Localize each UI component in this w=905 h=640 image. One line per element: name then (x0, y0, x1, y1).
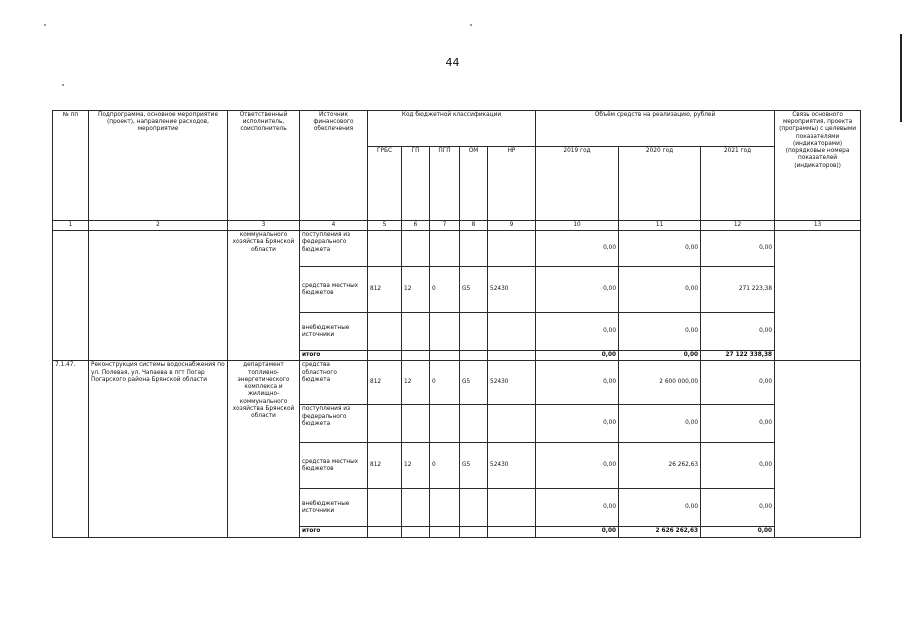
om-cell: G5 (460, 267, 488, 313)
grbs-cell: 812 (368, 267, 402, 313)
total-label: итого (300, 351, 368, 361)
value-2021: 0,00 (701, 361, 775, 405)
gp-cell (402, 351, 430, 361)
value-2019: 0,00 (536, 443, 619, 489)
header-subprogram: Подпрограмма, основное мероприятие (проект), направление расходов, мероприятие (89, 111, 228, 221)
np-cell (488, 313, 536, 351)
gp-cell (402, 405, 430, 443)
grbs-cell (368, 351, 402, 361)
total-2019: 0,00 (536, 351, 619, 361)
column-number-row (53, 221, 861, 231)
np-cell: 52430 (488, 443, 536, 489)
column-number: 9 (488, 221, 536, 231)
header-indicators-link: Связь основного мероприятия, проекта (программы) с целевыми показателями (индикаторами) (порядковые номера показателей (индикаторов)) (775, 111, 861, 221)
value-2021: 0,00 (701, 443, 775, 489)
pgp-cell (430, 489, 460, 527)
value-2021: 271 223,38 (701, 267, 775, 313)
np-cell (488, 489, 536, 527)
table-row (53, 231, 861, 267)
total-2020: 2 626 262,63 (619, 527, 701, 537)
gp-cell: 12 (402, 267, 430, 313)
value-2021: 0,00 (701, 313, 775, 351)
source-cell: внебюджетные источники (300, 313, 368, 351)
value-2020: 0,00 (619, 489, 701, 527)
pgp-cell: 0 (430, 443, 460, 489)
indicators-cell (775, 361, 861, 537)
source-cell: средства областного бюджета (300, 361, 368, 405)
gp-cell: 12 (402, 361, 430, 405)
scan-speck (62, 84, 64, 86)
source-cell: средства местных бюджетов (300, 267, 368, 313)
header-pgp: ПГП (430, 147, 460, 221)
header-2020: 2020 год (619, 147, 701, 221)
pgp-cell (430, 313, 460, 351)
value-2020: 0,00 (619, 313, 701, 351)
column-number: 7 (430, 221, 460, 231)
total-2021: 0,00 (701, 527, 775, 537)
value-2020: 26 262,63 (619, 443, 701, 489)
om-cell (460, 405, 488, 443)
column-number: 10 (536, 221, 619, 231)
item-number-cell (53, 231, 89, 361)
grbs-cell (368, 527, 402, 537)
pgp-cell (430, 351, 460, 361)
pgp-cell (430, 231, 460, 267)
gp-cell (402, 313, 430, 351)
header-budget-code: Код бюджетной классификации (368, 111, 536, 147)
value-2021: 0,00 (701, 405, 775, 443)
scan-speck (44, 24, 46, 26)
column-number: 8 (460, 221, 488, 231)
total-2021: 27 122 338,38 (701, 351, 775, 361)
indicators-cell (775, 231, 861, 361)
om-cell: G5 (460, 443, 488, 489)
column-number: 13 (775, 221, 861, 231)
page-number: 44 (445, 56, 460, 69)
grbs-cell: 812 (368, 361, 402, 405)
budget-table (52, 110, 861, 538)
grbs-cell (368, 231, 402, 267)
om-cell (460, 489, 488, 527)
header-row-1 (53, 111, 861, 147)
om-cell (460, 351, 488, 361)
executor-cell: департамент топливно-энергетического комплекса и жилищно-коммунального хозяйства Брянской области (228, 361, 300, 537)
item-name-cell (89, 231, 228, 361)
np-cell (488, 405, 536, 443)
scan-margin-line (900, 34, 902, 122)
source-cell: средства местных бюджетов (300, 443, 368, 489)
value-2020: 2 600 000,00 (619, 361, 701, 405)
total-2019: 0,00 (536, 527, 619, 537)
value-2020: 0,00 (619, 231, 701, 267)
value-2020: 0,00 (619, 267, 701, 313)
source-cell: поступления из федерального бюджета (300, 405, 368, 443)
pgp-cell: 0 (430, 267, 460, 313)
grbs-cell (368, 313, 402, 351)
item-name-cell: Реконструкция системы водоснабжения по ул. Полевая, ул. Чапаева в пгт Погар Погарского района Брянской области (89, 361, 228, 537)
gp-cell (402, 489, 430, 527)
total-label: итого (300, 527, 368, 537)
value-2019: 0,00 (536, 267, 619, 313)
header-volume: Объём средств на реализацию, рублей (536, 111, 775, 147)
column-number: 11 (619, 221, 701, 231)
column-number: 6 (402, 221, 430, 231)
value-2019: 0,00 (536, 313, 619, 351)
np-cell: 52430 (488, 361, 536, 405)
om-cell (460, 527, 488, 537)
column-number: 5 (368, 221, 402, 231)
gp-cell: 12 (402, 443, 430, 489)
source-cell: внебюджетные источники (300, 489, 368, 527)
pgp-cell (430, 405, 460, 443)
total-2020: 0,00 (619, 351, 701, 361)
np-cell (488, 527, 536, 537)
np-cell: 52430 (488, 267, 536, 313)
column-number: 1 (53, 221, 89, 231)
item-number-cell: 7.1.47. (53, 361, 89, 537)
pgp-cell: 0 (430, 361, 460, 405)
column-number: 12 (701, 221, 775, 231)
header-np: НР (488, 147, 536, 221)
value-2019: 0,00 (536, 405, 619, 443)
executor-cell: коммунального хозяйства Брянской области (228, 231, 300, 361)
table-row (53, 361, 861, 405)
value-2021: 0,00 (701, 489, 775, 527)
column-number: 4 (300, 221, 368, 231)
gp-cell (402, 231, 430, 267)
header-gp: ГП (402, 147, 430, 221)
header-om: ОМ (460, 147, 488, 221)
grbs-cell (368, 489, 402, 527)
header-source: Источник финансового обеспечения (300, 111, 368, 221)
grbs-cell: 812 (368, 443, 402, 489)
om-cell (460, 313, 488, 351)
source-cell: поступления из федерального бюджета (300, 231, 368, 267)
gp-cell (402, 527, 430, 537)
value-2021: 0,00 (701, 231, 775, 267)
value-2019: 0,00 (536, 489, 619, 527)
value-2020: 0,00 (619, 405, 701, 443)
header-number: № пп (53, 111, 89, 221)
header-2021: 2021 год (701, 147, 775, 221)
np-cell (488, 351, 536, 361)
value-2019: 0,00 (536, 231, 619, 267)
column-number: 3 (228, 221, 300, 231)
header-grbs: ГРБС (368, 147, 402, 221)
header-2019: 2019 год (536, 147, 619, 221)
np-cell (488, 231, 536, 267)
om-cell: G5 (460, 361, 488, 405)
grbs-cell (368, 405, 402, 443)
om-cell (460, 231, 488, 267)
scan-speck (470, 24, 472, 26)
header-executor: Ответственный исполнитель, соисполнитель (228, 111, 300, 221)
value-2019: 0,00 (536, 361, 619, 405)
pgp-cell (430, 527, 460, 537)
column-number: 2 (89, 221, 228, 231)
